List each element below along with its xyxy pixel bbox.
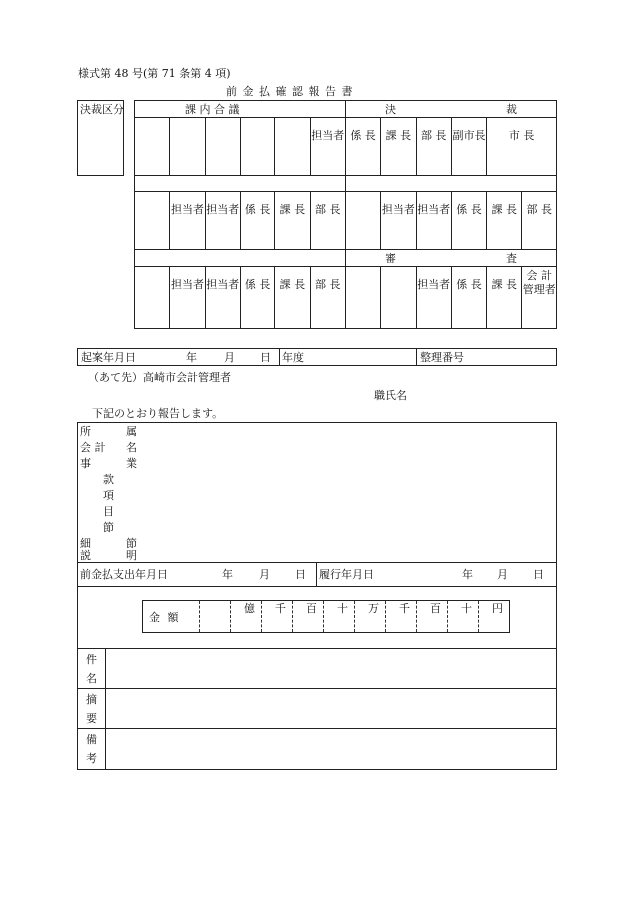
unit-juu: 十 [461, 602, 472, 615]
role-kaikei-kanrisha [522, 267, 557, 329]
shozoku-char-2: 属 [126, 425, 137, 438]
role-kacho: 課 長 [275, 192, 310, 250]
kessai-char-1: 決 [384, 103, 396, 116]
unit-man: 万 [368, 602, 379, 615]
approval-label-box [77, 100, 124, 176]
ka-nai-gogi-header: 課 内 合 議 [135, 101, 346, 118]
digit-divider [261, 601, 262, 632]
setsumei-char-1: 説 [80, 549, 91, 562]
role-bucho: 部 長 [310, 267, 345, 329]
divider [416, 349, 417, 365]
rikou-label: 履行年月日 [319, 568, 374, 581]
setsumei-char-2: 明 [126, 549, 137, 562]
role-tantousha: 担当者 [170, 192, 205, 250]
tekiyo-char-2: 要 [86, 712, 97, 725]
approval-label: 決裁区分 [80, 103, 124, 116]
stamp-cell[interactable] [345, 192, 380, 250]
rikou-month: 月 [497, 568, 508, 581]
role-fukushicho: 副市長 [451, 118, 486, 176]
amount-label: 金 額 [149, 611, 181, 624]
setsu-label: 節 [103, 521, 114, 534]
stamp-cell[interactable] [135, 118, 170, 176]
maekin-day: 日 [295, 568, 306, 581]
kian-month: 月 [224, 351, 235, 364]
stamp-cell[interactable] [135, 192, 170, 250]
tekiyo-field[interactable] [106, 689, 556, 728]
kian-label: 起案年月日 [81, 351, 136, 364]
saisetsu-char-1: 細 [80, 537, 91, 550]
role-bucho: 部 長 [522, 192, 557, 250]
kenmei-field[interactable] [106, 649, 556, 688]
rikou-year: 年 [462, 568, 473, 581]
role-tantousha: 担当者 [205, 192, 240, 250]
shinsa-header [345, 250, 556, 267]
stamp-cell[interactable] [170, 118, 205, 176]
unit-sen: 千 [399, 602, 410, 615]
digit-divider [385, 601, 386, 632]
role-bucho: 部 長 [310, 192, 345, 250]
role-tantousha: 担当者 [416, 192, 451, 250]
unit-hyaku: 百 [306, 602, 317, 615]
shinsa-char-2: 査 [505, 252, 517, 265]
moku-label: 目 [103, 505, 114, 518]
document-title: 前 金 払 確 認 報 告 書 [226, 85, 354, 98]
kessai-char-2: 裁 [505, 103, 517, 116]
kessai-header [345, 101, 556, 118]
role-tantousha: 担当者 [310, 118, 345, 176]
stamp-cell[interactable] [275, 118, 310, 176]
shozoku-char-1: 所 [80, 425, 91, 438]
biko-char-1: 備 [86, 733, 97, 746]
role-tantousha: 担当者 [170, 267, 205, 329]
shokushimei-label: 職氏名 [374, 389, 407, 402]
amount-box[interactable] [142, 600, 510, 633]
maekin-year: 年 [222, 568, 233, 581]
blank-row [345, 176, 556, 192]
nendo-label: 年度 [282, 351, 304, 364]
kaikei-line-1: 会 計 [526, 269, 552, 282]
unit-oku: 億 [244, 602, 255, 615]
kaikei-line-2: 管理者 [522, 283, 556, 296]
digit-divider [292, 601, 293, 632]
role-kakaricho: 係 長 [240, 192, 274, 250]
digit-divider [354, 601, 355, 632]
digit-divider [323, 601, 324, 632]
role-tantousha: 担当者 [205, 267, 240, 329]
biko-char-2: 考 [86, 752, 97, 765]
row-divider [77, 562, 557, 563]
shinsa-char-1: 審 [384, 252, 396, 265]
kenmei-char-1: 件 [86, 653, 97, 666]
kou-label: 項 [103, 489, 114, 502]
stamp-cell[interactable] [345, 267, 380, 329]
jigyo-char-2: 業 [126, 457, 137, 470]
kenmei-char-2: 名 [86, 672, 97, 685]
kian-year: 年 [186, 351, 197, 364]
maekin-label: 前金払支出年月日 [80, 568, 168, 581]
stamp-cell[interactable] [381, 267, 416, 329]
stamp-cell[interactable] [240, 118, 274, 176]
role-tantousha: 担当者 [416, 267, 451, 329]
digit-divider [478, 601, 479, 632]
row-divider [77, 586, 557, 587]
report-text: 下記のとおり報告します。 [92, 407, 224, 420]
stamp-cell[interactable] [205, 118, 240, 176]
role-kakaricho: 係 長 [451, 192, 486, 250]
role-kacho: 課 長 [275, 267, 310, 329]
role-bucho: 部 長 [416, 118, 451, 176]
blank-row [135, 176, 346, 192]
role-shicho: 市 長 [487, 118, 557, 176]
stamp-cell[interactable] [135, 267, 170, 329]
kan-label: 款 [103, 473, 114, 486]
info-row [77, 348, 557, 366]
saisetsu-char-2: 節 [126, 537, 137, 550]
role-kacho: 課 長 [381, 118, 416, 176]
kaikei-name-char-2: 名 [126, 441, 137, 454]
unit-en: 円 [492, 602, 503, 615]
role-kakaricho: 係 長 [451, 267, 486, 329]
role-kacho: 課 長 [487, 192, 522, 250]
role-tantousha: 担当者 [381, 192, 416, 250]
approval-table [134, 100, 557, 329]
form-number: 様式第 48 号(第 71 条第 4 項) [78, 67, 231, 80]
maekin-month: 月 [259, 568, 270, 581]
unit-hyaku: 百 [430, 602, 441, 615]
divider [316, 562, 317, 586]
role-kakaricho: 係 長 [240, 267, 274, 329]
role-kakaricho: 係 長 [345, 118, 380, 176]
divider [279, 349, 280, 365]
biko-field[interactable] [106, 729, 556, 769]
rikou-day: 日 [533, 568, 544, 581]
unit-juu: 十 [337, 602, 348, 615]
digit-divider [416, 601, 417, 632]
digit-divider [199, 601, 200, 632]
kian-day: 日 [260, 351, 271, 364]
digit-divider [230, 601, 231, 632]
digit-divider [447, 601, 448, 632]
kaikei-name-char-1: 会 計 [80, 441, 106, 454]
seiri-label: 整理番号 [420, 351, 464, 364]
role-kacho: 課 長 [487, 267, 522, 329]
tekiyo-char-1: 摘 [86, 693, 97, 706]
unit-sen: 千 [275, 602, 286, 615]
blank-row [135, 250, 346, 267]
jigyo-char-1: 事 [80, 457, 91, 470]
addressee: （あて先）高崎市会計管理者 [88, 371, 231, 384]
